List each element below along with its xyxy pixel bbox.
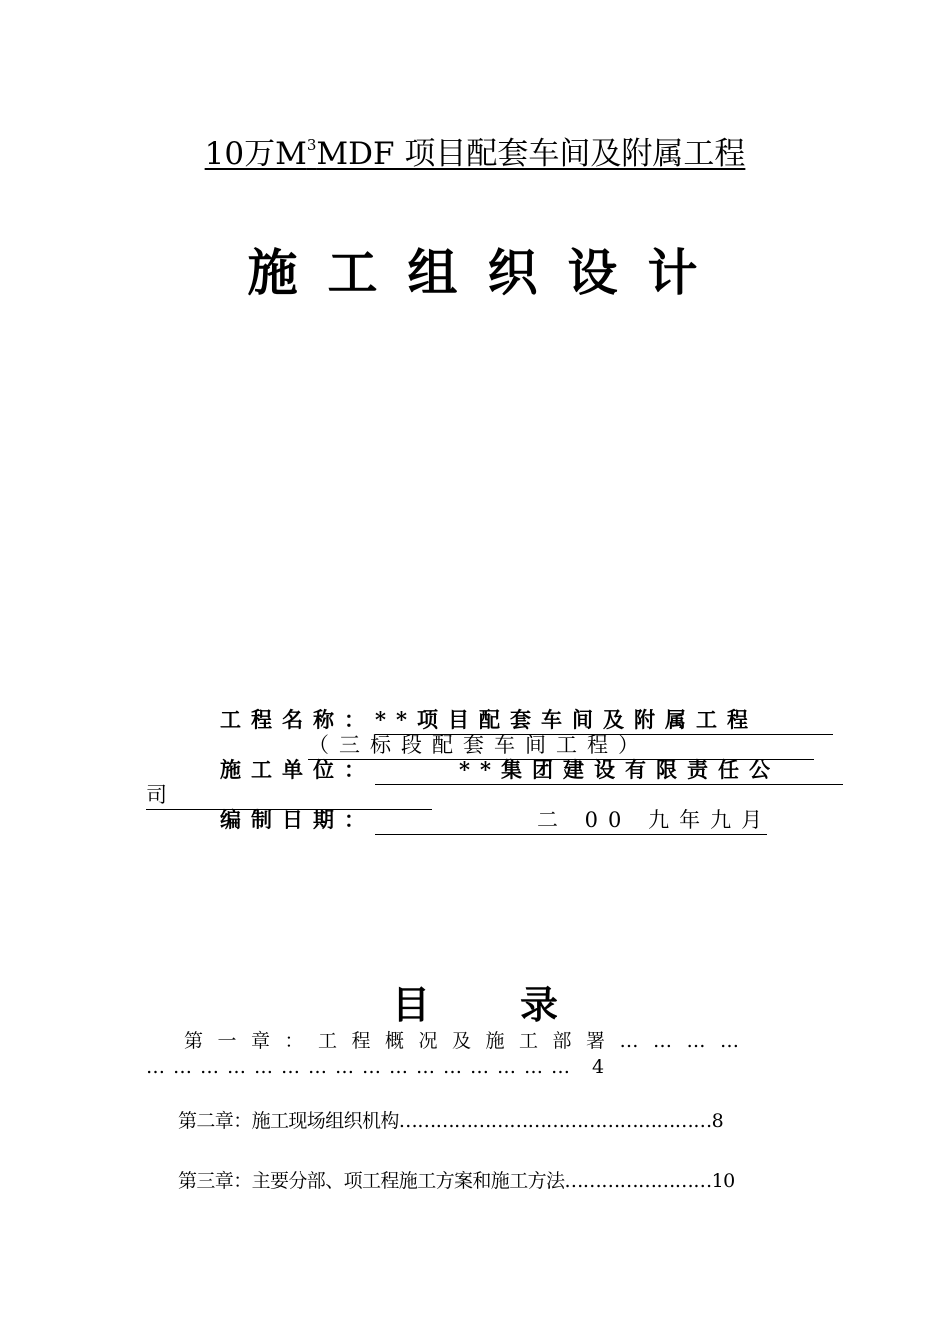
toc-heading: 目录 bbox=[391, 982, 648, 1027]
toc-entry-1-line-1[interactable]: 第一章：工程概况及施工部署………… bbox=[184, 1030, 754, 1052]
toc-entry-2[interactable]: 第二章：施工现场组织机构……………………………………………8 bbox=[178, 1110, 724, 1132]
project-name-value: **项目配套车间及附属工程 bbox=[375, 706, 833, 735]
document-title bbox=[0, 132, 950, 176]
compile-date-row bbox=[220, 806, 773, 835]
compile-date-value: 二 00 九年九月 bbox=[375, 806, 767, 835]
toc-entry-1-line-2[interactable]: ………………………………………… 4 bbox=[146, 1056, 613, 1078]
construction-unit-label: 施工单位： bbox=[220, 757, 375, 782]
compile-date-label: 编制日期： bbox=[220, 807, 375, 832]
title-suffix: MDF 项目配套车间及附属工程 bbox=[316, 136, 746, 172]
toc-entry-3[interactable]: 第三章：主要分部、项工程施工方案和施工方法……………………10 bbox=[178, 1170, 735, 1192]
project-name-label: 工程名称： bbox=[220, 707, 375, 732]
main-heading: 施工组织设计 bbox=[247, 243, 728, 302]
project-name-value-cont: （三标段配套车间工程） bbox=[308, 731, 814, 760]
construction-unit-value: **集团建设有限责任公 bbox=[375, 756, 843, 785]
construction-unit-value-cont: 司 bbox=[146, 781, 432, 810]
title-superscript: 3 bbox=[306, 136, 317, 154]
title-prefix: 10万M bbox=[204, 136, 307, 172]
